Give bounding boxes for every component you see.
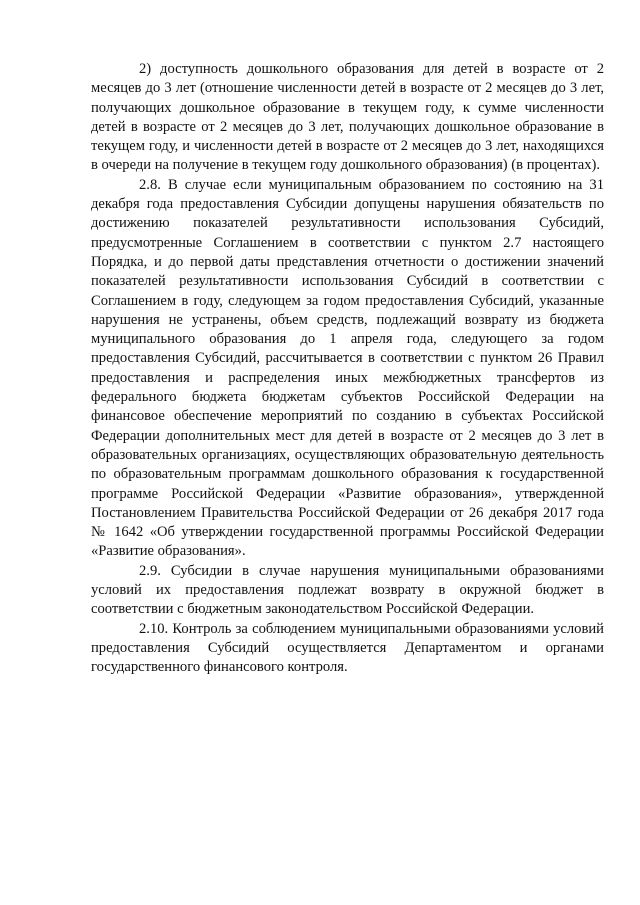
paragraph-availability-indicator: 2) доступность дошкольного образования для детей в возрасте от 2 месяцев до 3 лет (отношение численности детей в возрасте от 2 месяцев до 3 лет, получающих дошкольное образование в текущем году, к сумме численности детей в возрасте от 2 месяцев до 3 лет, получающих дошкольное образование в текущем году, и численности детей в возрасте от 2 месяцев до 3 лет, находящихся в очереди на получение в текущем году дошкольного образования) (в процентах). <box>91 61 604 174</box>
paragraph-2-9: 2.9. Субсидии в случае нарушения муниципальными образованиями условий их предоставления подлежат возврату в окружной бюджет в соответствии с бюджетным законодательством Российской Федерации. <box>91 562 604 618</box>
paragraph-2-10: 2.10. Контроль за соблюдением муниципальными образованиями условий предоставления Субсидий осуществляется Департаментом и органами государственного финансового контроля. <box>91 620 604 676</box>
document-body <box>91 60 604 678</box>
paragraph-2-8: 2.8. В случае если муниципальным образованием по состоянию на 31 декабря года предоставления Субсидии допущены нарушения обязательств по достижению показателей результативности использования Субсидий, предусмотренные Соглашением в соответствии с пунктом 2.7 настоящего Порядка, и до первой даты представления отчетности о достижении значений показателей результативности использования Субсидий в соответствии с Соглашением в году, следующем за годом предоставления Субсидий, указанные нарушения не устранены, объем средств, подлежащий возврату из бюджета муниципального образования до 1 апреля года, следующего за годом предоставления Субсидий, рассчитывается в соответствии с пунктом 26 Правил предоставления и распределения иных межбюджетных трансфертов из федерального бюджета бюджетам субъектов Российской Федерации на финансовое обеспечение мероприятий по созданию в субъектах Российской Федерации дополнительных мест для детей в возрасте от 2 месяцев до 3 лет в образовательных организациях, осуществляющих образовательную деятельность по образовательным программам дошкольного образования к государственной программе Российской Федерации «Развитие образования», утвержденной Постановлением Правительства Российской Федерации от 26 декабря 2017 года № 1642 «Об утверждении государственной программы Российской Федерации «Развитие образования». <box>91 176 604 560</box>
